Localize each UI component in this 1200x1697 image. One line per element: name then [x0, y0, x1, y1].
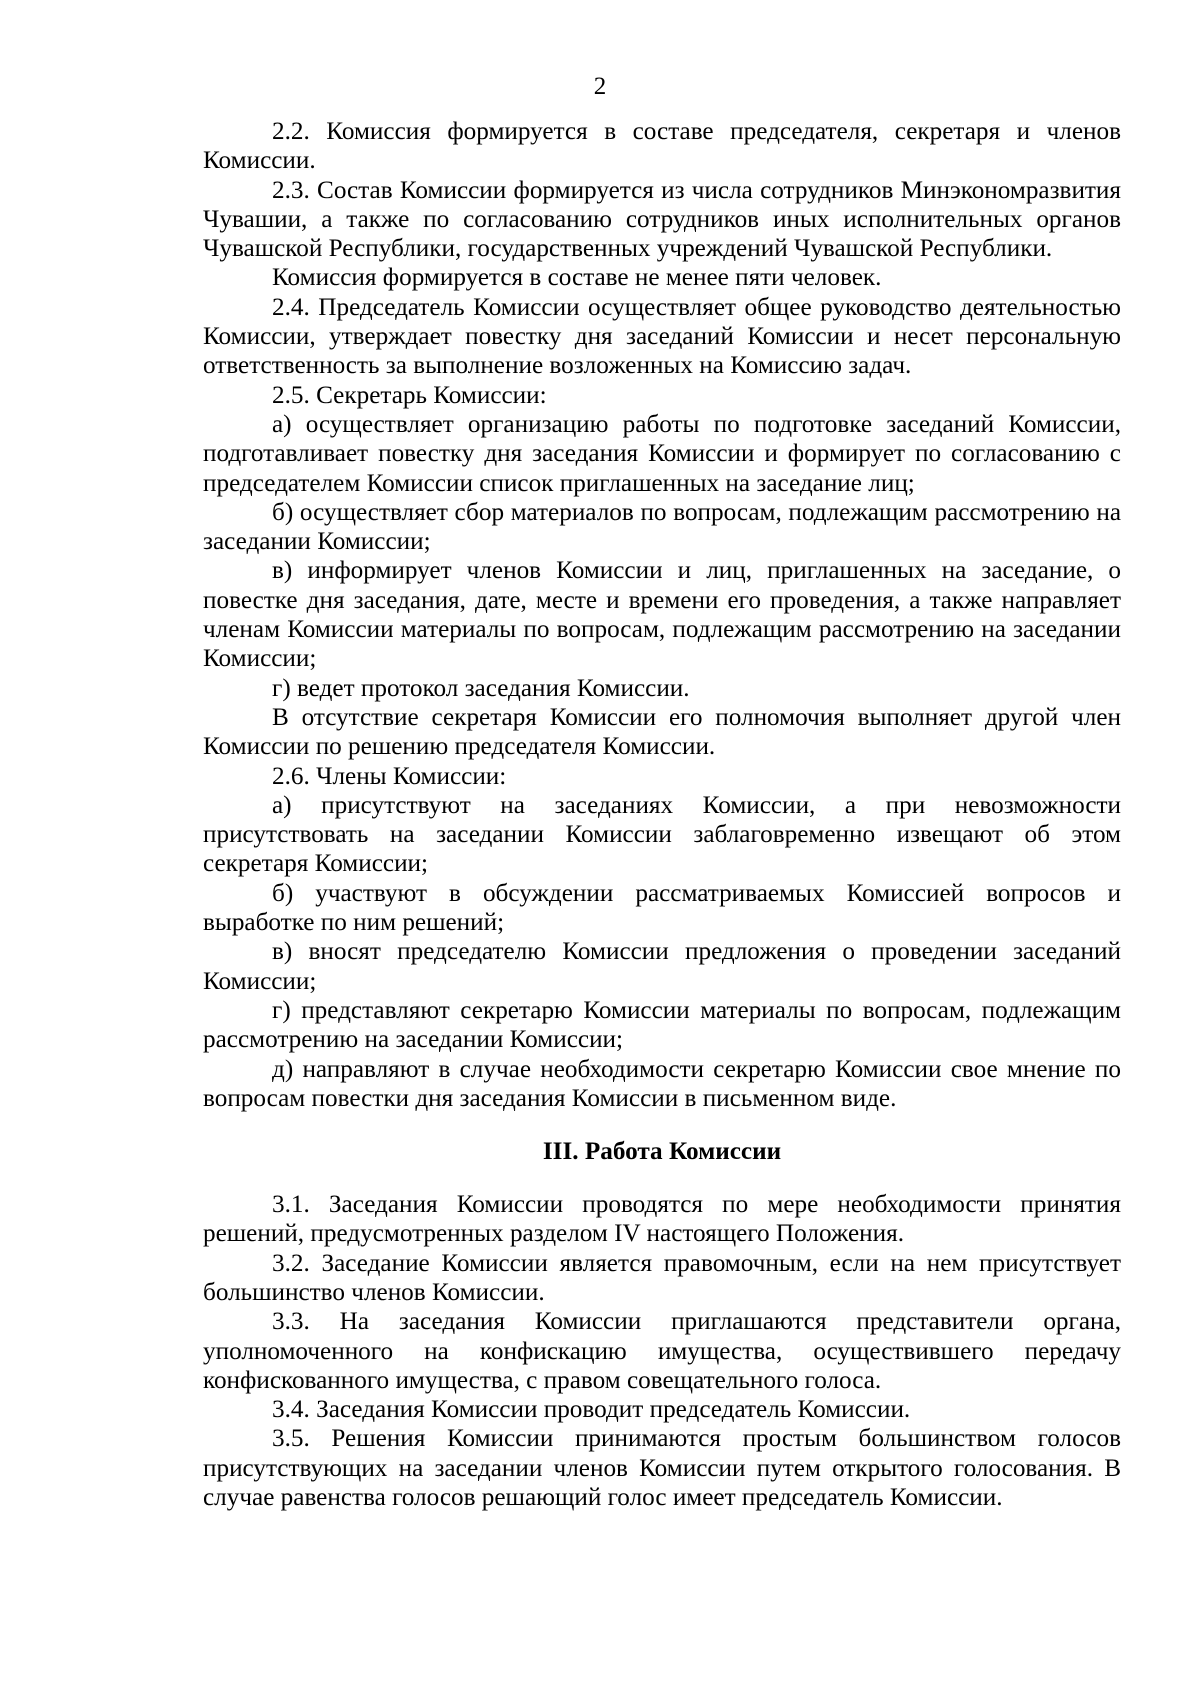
paragraph-3-2: 3.2. Заседание Комиссии является правомочным, если на нем присутствует большинство членов Комиссии.: [203, 1249, 1121, 1306]
paragraph-2-5-v: в) информирует членов Комиссии и лиц, приглашенных на заседание, о повестке дня заседания, дате, месте и времени его проведения, а также направляет членам Комиссии материалы по вопросам, подлежащим рассмотрению на заседании Комиссии;: [203, 557, 1121, 673]
paragraph-2-6-v: в) вносят председателю Комиссии предложения о проведении заседаний Комиссии;: [203, 938, 1121, 995]
paragraph-2-5: 2.5. Секретарь Комиссии:: [272, 381, 547, 409]
paragraph-2-5-g: г) ведет протокол заседания Комиссии.: [272, 674, 690, 702]
paragraph-2-5-absence: В отсутствие секретаря Комиссии его полномочия выполняет другой член Комиссии по решению председателя Комиссии.: [203, 703, 1121, 761]
paragraph-2-6-d: д) направляют в случае необходимости секретарю Комиссии свое мнение по вопросам повестки дня заседания Комиссии в письменном виде.: [203, 1055, 1121, 1112]
paragraph-2-5-b: б) осуществляет сбор материалов по вопросам, подлежащим рассмотрению на заседании Комиссии;: [203, 498, 1121, 556]
page-number: 2: [593, 73, 607, 100]
paragraph-2-4: 2.4. Председатель Комиссии осуществляет общее руководство деятельностью Комиссии, утверждает повестку дня заседаний Комиссии и несет персональную ответственность за выполнение возложенных на Комиссию задач.: [203, 293, 1121, 380]
paragraph-2-6: 2.6. Члены Комиссии:: [272, 762, 507, 790]
paragraph-2-5-a: а) осуществляет организацию работы по подготовке заседаний Комиссии, подготавливает повестку дня заседания Комиссии и формирует по согласованию с председателем Комиссии список приглашенных на заседание лиц;: [203, 410, 1121, 497]
paragraph-3-5: 3.5. Решения Комиссии принимаются простым большинством голосов присутствующих на заседании членов Комиссии путем открытого голосования. В случае равенства голосов решающий голос имеет председатель Комиссии.: [203, 1425, 1121, 1512]
paragraph-2-2: 2.2. Комиссия формируется в составе председателя, секретаря и членов Комиссии.: [203, 118, 1121, 175]
paragraph-2-6-a: а) присутствуют на заседаниях Комиссии, а при невозможности присутствовать на заседании Комиссии заблаговременно извещают об этом секретаря Комиссии;: [203, 791, 1121, 878]
paragraph-3-3: 3.3. На заседания Комиссии приглашаются представители органа, уполномоченного на конфискацию имущества, осуществившего передачу конфискованного имущества, с правом совещательного голоса.: [203, 1308, 1121, 1394]
paragraph-3-1: 3.1. Заседания Комиссии проводятся по мере необходимости принятия решений, предусмотренных разделом IV настоящего Положения.: [203, 1191, 1121, 1248]
paragraph-2-6-g: г) представляют секретарю Комиссии материалы по вопросам, подлежащим рассмотрению на заседании Комиссии;: [203, 996, 1121, 1054]
paragraph-2-3-min-size: Комиссия формируется в составе не менее пяти человек.: [272, 264, 882, 292]
paragraph-2-6-b: б) участвуют в обсуждении рассматриваемых Комиссией вопросов и выработке по ним решений;: [203, 879, 1121, 937]
section-heading: III. Работа Комиссии: [542, 1138, 782, 1166]
paragraph-2-3: 2.3. Состав Комиссии формируется из числа сотрудников Минэкономразвития Чувашии, а также по согласованию сотрудников иных исполнительных органов Чувашской Республики, государственных учреждений Чувашской Республики.: [203, 176, 1121, 263]
paragraph-3-4: 3.4. Заседания Комиссии проводит председатель Комиссии.: [272, 1396, 911, 1424]
document-body: [203, 117, 1121, 1512]
